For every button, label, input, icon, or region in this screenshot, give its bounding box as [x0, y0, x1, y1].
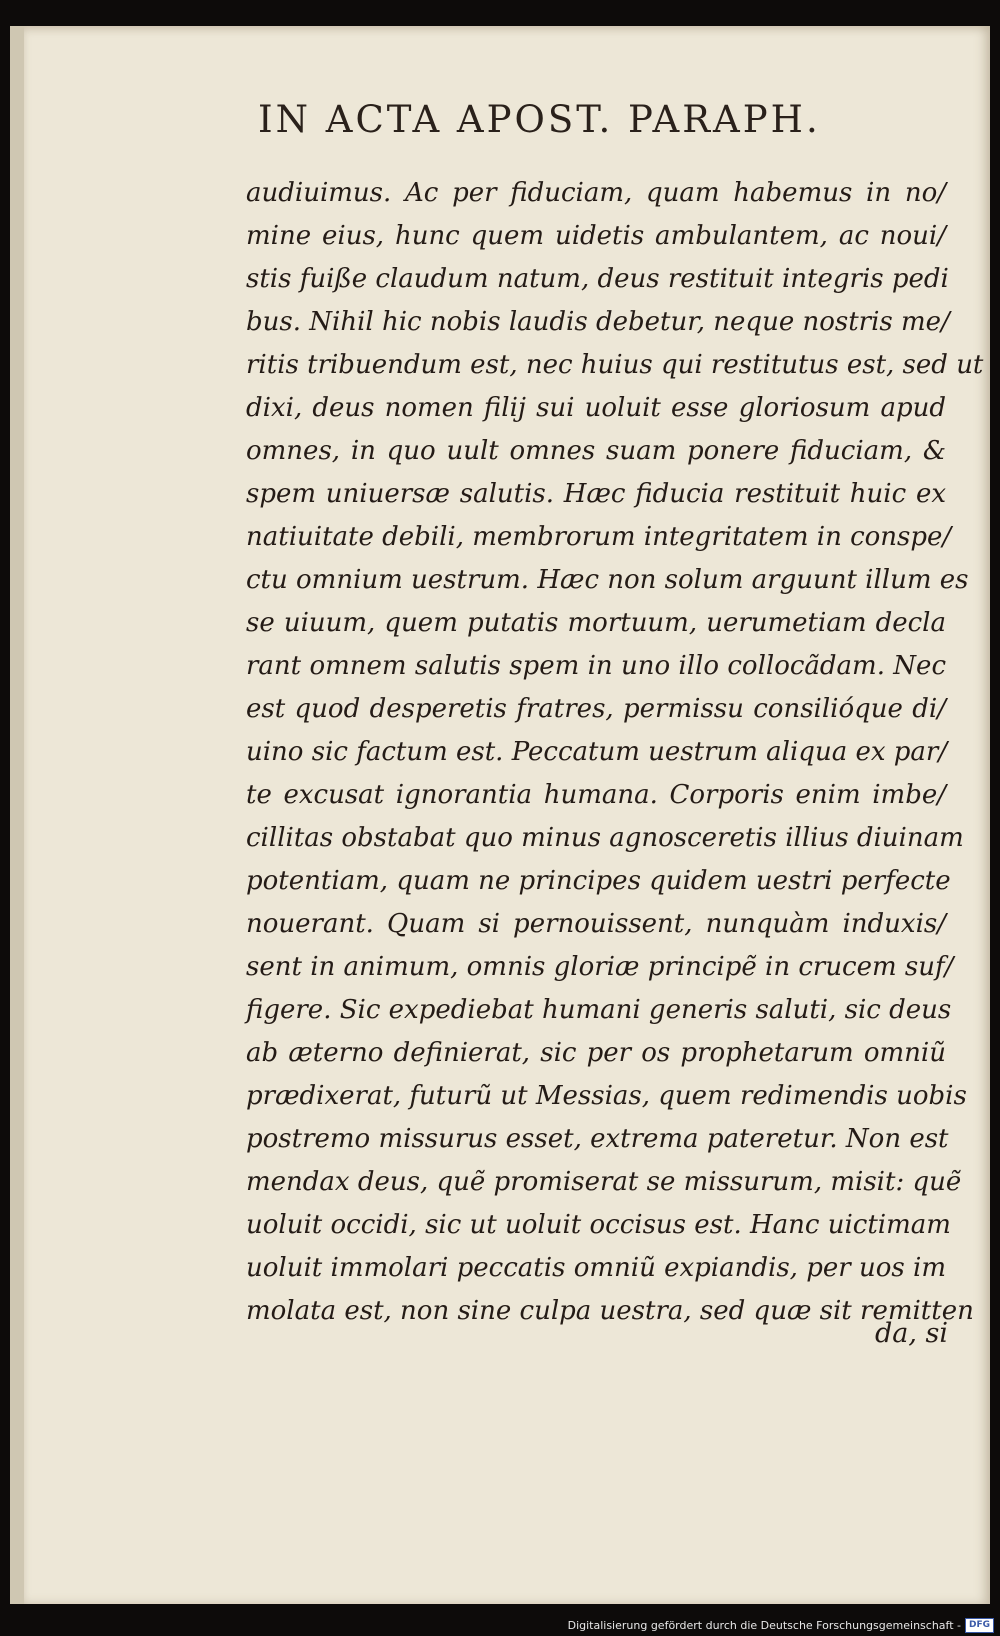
text-line: molata est, non sine culpa uestra, sed quæ sit remitten — [246, 1296, 974, 1326]
text-line: te excusat ignorantia humana. Corporis enim imbe/ — [246, 780, 946, 810]
text-line: ritis tribuendum est, nec huius qui restitutus est, sed ut — [246, 350, 984, 380]
text-line: audiuimus. Ac per fiduciam, quam habemus in no/ — [246, 178, 946, 208]
text-line: bus. Nihil hic nobis laudis debetur, neque nostris me/ — [246, 307, 950, 337]
text-line: uoluit immolari peccatis omniũ expiandis, per uos im — [246, 1253, 946, 1283]
text-line: ctu omnium uestrum. Hæc non solum arguunt illum es — [246, 565, 969, 595]
text-line: potentiam, quam ne principes quidem uestri perfecte — [246, 866, 951, 896]
digitization-credit — [568, 1618, 994, 1633]
text-line: nouerant. Quam si pernouissent, nunquàm induxis/ — [246, 909, 946, 939]
text-line: natiuitate debili, membrorum integritatem in conspe/ — [246, 522, 952, 552]
text-line: ab æterno definierat, sic per os prophetarum omniũ — [246, 1038, 946, 1068]
text-line: omnes, in quo uult omnes suam ponere fiduciam, & — [246, 436, 946, 466]
text-line: mine eius, hunc quem uidetis ambulantem, ac noui/ — [246, 221, 946, 251]
text-line: uino sic factum est. Peccatum uestrum aliqua ex par/ — [246, 737, 948, 767]
text-line: spem uniuersæ salutis. Hæc fiducia restituit huic ex — [246, 479, 946, 509]
catchword: da, si — [874, 1318, 948, 1349]
text-line: rant omnem salutis spem in uno illo collocãdam. Nec — [246, 651, 946, 681]
credit-text: Digitalisierung gefördert durch die Deutsche Forschungsgemeinschaft - — [567, 1619, 961, 1632]
text-line: figere. Sic expediebat humani generis saluti, sic deus — [246, 995, 952, 1025]
text-line: stis fuiße claudum natum, deus restituit integris pedi — [246, 264, 949, 294]
text-line: dixi, deus nomen filij sui uoluit esse gloriosum apud — [246, 393, 946, 423]
text-line: uoluit occidi, sic ut uoluit occisus est. Hanc uictimam — [246, 1210, 951, 1240]
text-line: sent in animum, omnis gloriæ principẽ in crucem suf/ — [246, 952, 954, 982]
text-line: mendax deus, quẽ promiserat se missurum, misit: quẽ — [246, 1167, 962, 1197]
running-head: IN ACTA APOST. PARAPH. — [258, 98, 821, 141]
text-line: postremo missurus esset, extrema pateretur. Non est — [246, 1124, 949, 1154]
text-line: cillitas obstabat quo minus agnosceretis illius diuinam — [246, 823, 964, 853]
text-line: se uiuum, quem putatis mortuum, uerumetiam decla — [246, 608, 946, 638]
dfg-logo-icon: DFG — [965, 1618, 994, 1633]
text-line: prædixerat, futurũ ut Messias, quem redimendis uobis — [246, 1081, 967, 1111]
text-block — [246, 172, 984, 1333]
text-line: est quod desperetis fratres, permissu consilióque di/ — [246, 694, 946, 724]
